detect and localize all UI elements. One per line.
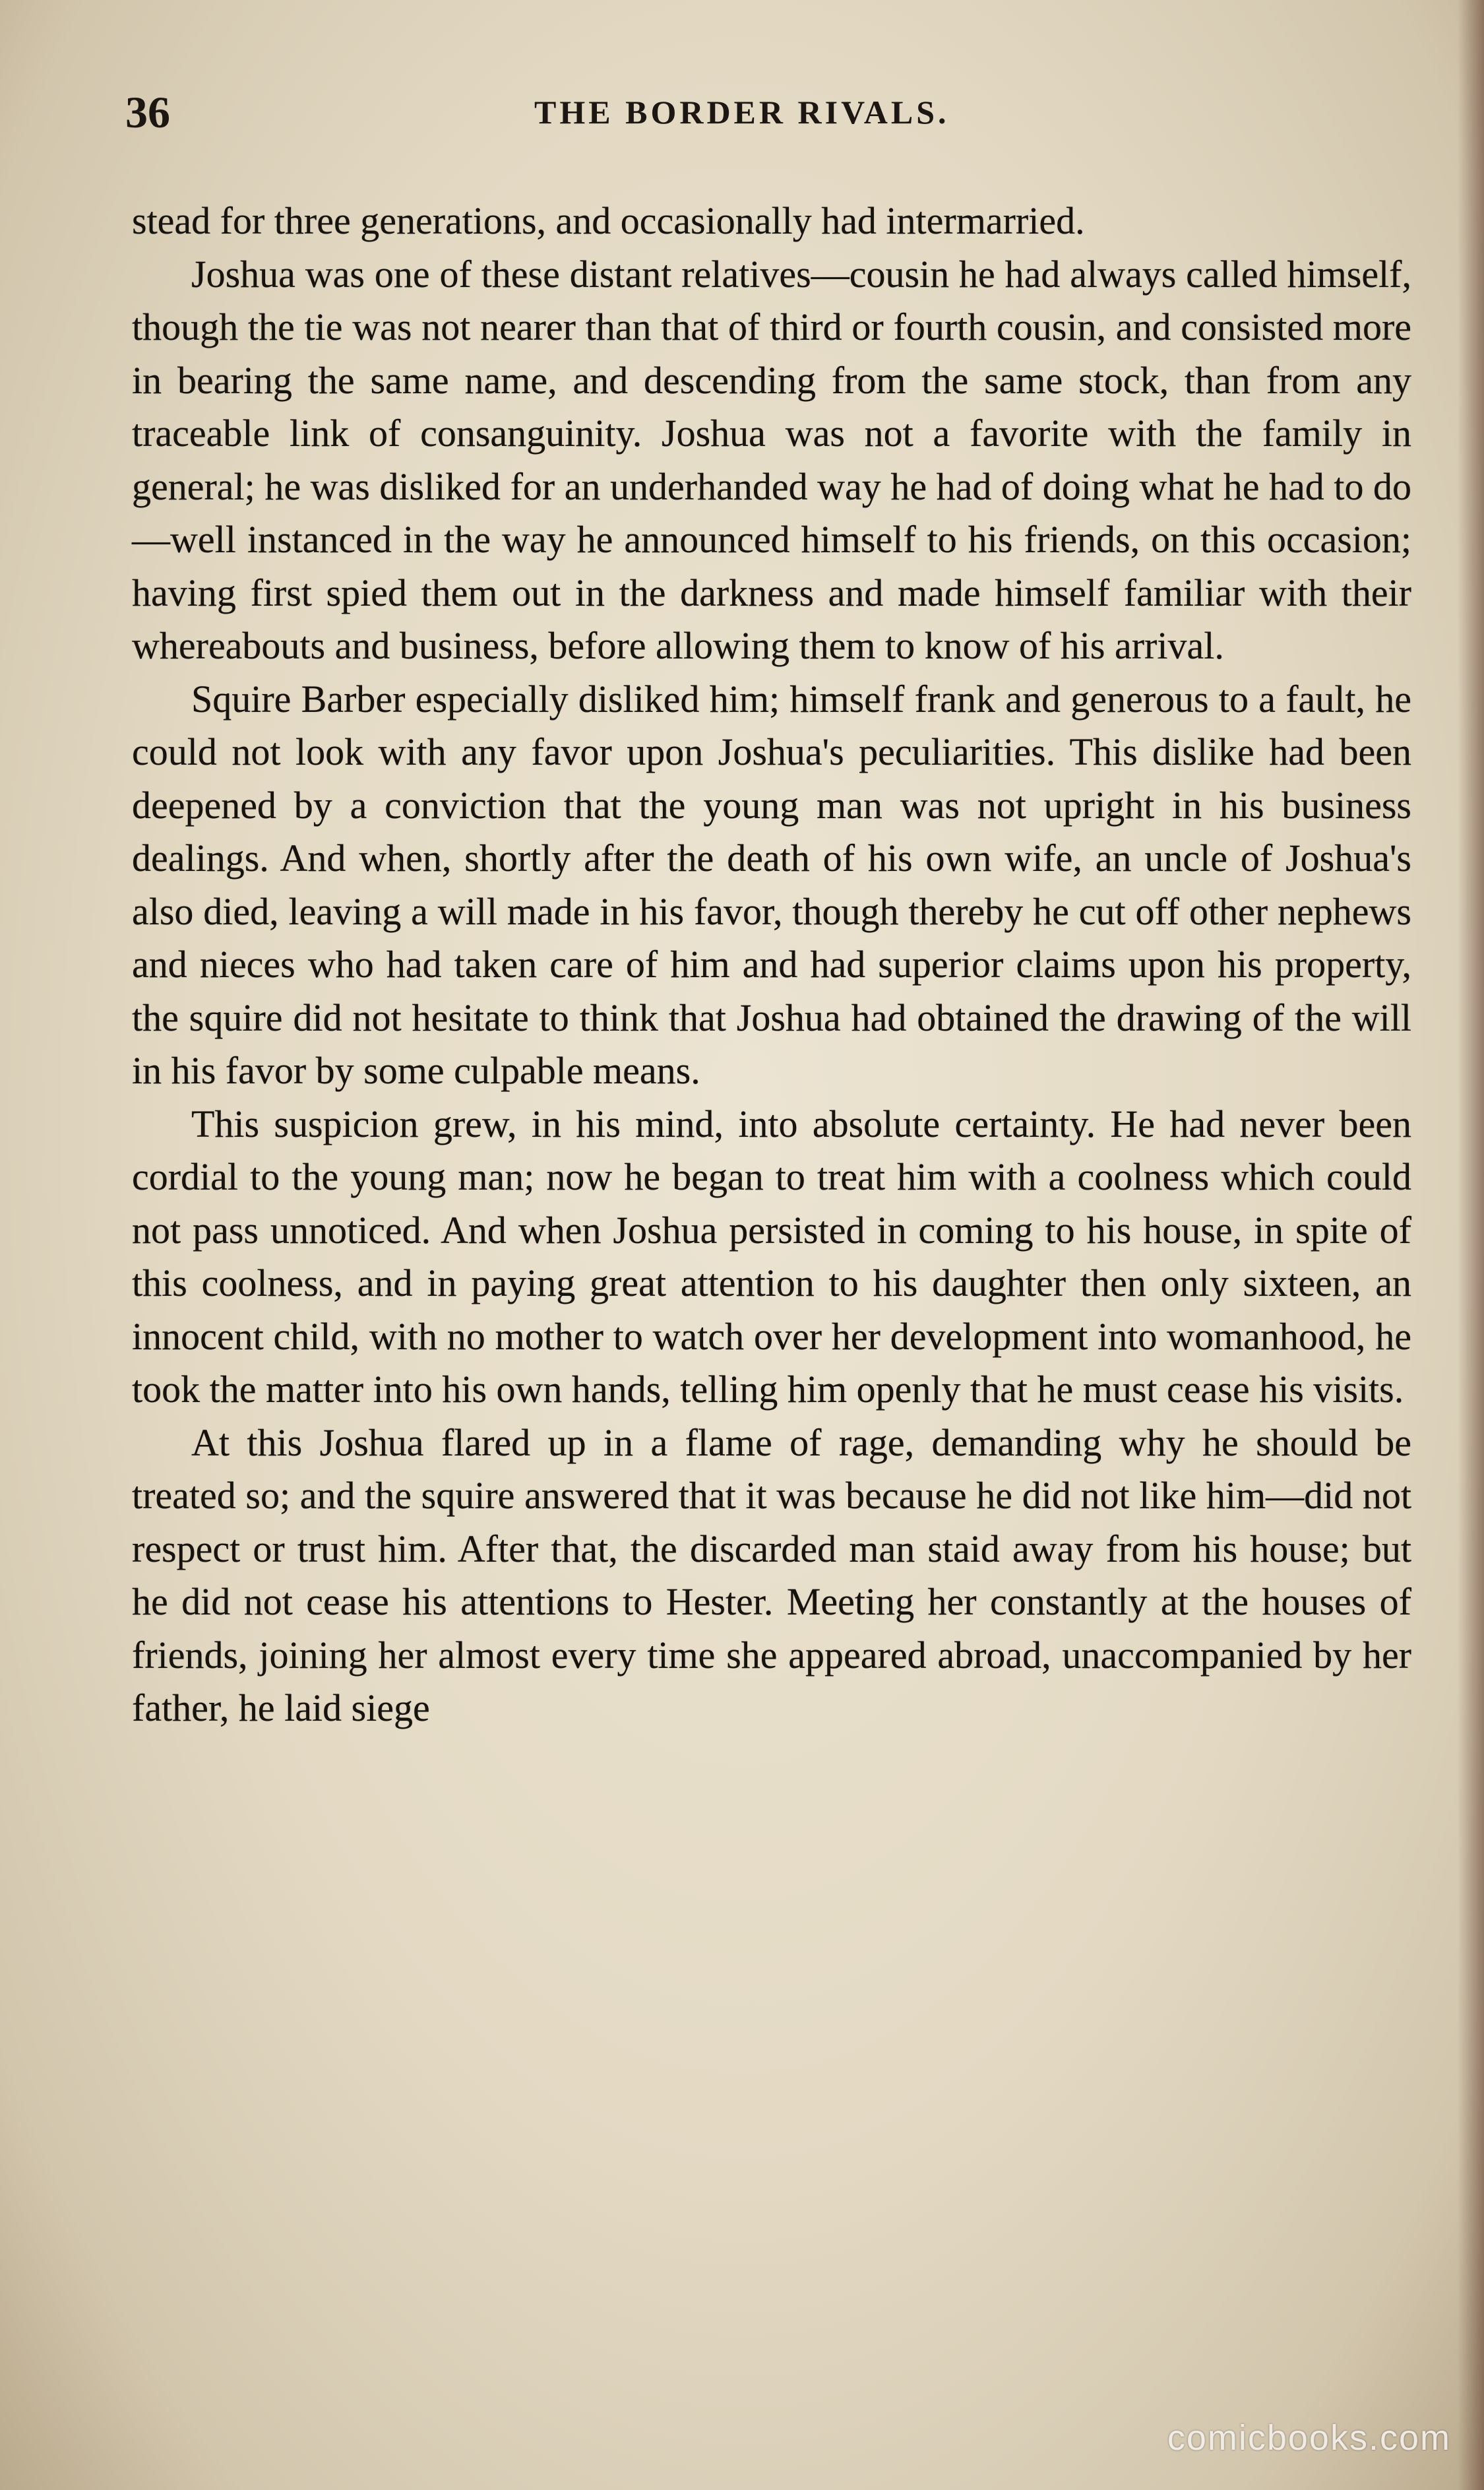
watermark: comicbooks.com — [1167, 2418, 1451, 2458]
page-number: 36 — [125, 87, 170, 137]
page-header — [125, 86, 1418, 139]
paragraph: Squire Barber especially disliked him; himself frank and generous to a fault, he could not look with any favor upon Joshua's peculiarities. This dislike had been deepened by a conviction that the young man was not upright in his business dealings. And when, shortly after the death of his own wife, an uncle of Joshua's also died, leaving a will made in his favor, though thereby he cut off other nephews and nieces who had taken care of him and had superior claims upon his property, the squire did not hesitate to think that Joshua had obtained the drawing of the will in his favor by some culpable means. — [132, 677, 1411, 1092]
body-text — [132, 195, 1411, 1735]
page-edge-shadow — [1458, 0, 1484, 2490]
paragraph: stead for three generations, and occasionally had intermarried. — [132, 199, 1085, 242]
paragraph: This suspicion grew, in his mind, into absolute certainty. He had never been cordial to the young man; now he began to treat him with a coolness which could not pass unnoticed. And when Joshua persisted in coming to his house, in spite of this coolness, and in paying great attention to his daughter then only sixteen, an innocent child, with no mother to watch over her development into womanhood, he took the matter into his own hands, telling him openly that he must cease his visits. — [132, 1102, 1411, 1411]
running-head: THE BORDER RIVALS. — [534, 94, 950, 131]
paragraph: At this Joshua flared up in a flame of rage, demanding why he should be treated so; and the squire answered that it was because he did not like him—did not respect or trust him. After that, the discarded man staid away from his house; but he did not cease his attentions to Hester. Meeting her constantly at the houses of friends, joining her almost every time she appeared abroad, unaccompanied by her father, he laid siege — [132, 1421, 1411, 1729]
paragraph: Joshua was one of these distant relatives—cousin he had always called himself, though the tie was not nearer than that of third or fourth cousin, and consisted more in bearing the same name, and descending from the same stock, than from any traceable link of consanguinity. Joshua was not a favorite with the family in general; he was disliked for an underhanded way he had of doing what he had to do—well instanced in the way he announced himself to his friends, on this occasion; having first spied them out in the darkness and made himself familiar with their whereabouts and business, before allowing them to know of his arrival. — [132, 252, 1411, 667]
